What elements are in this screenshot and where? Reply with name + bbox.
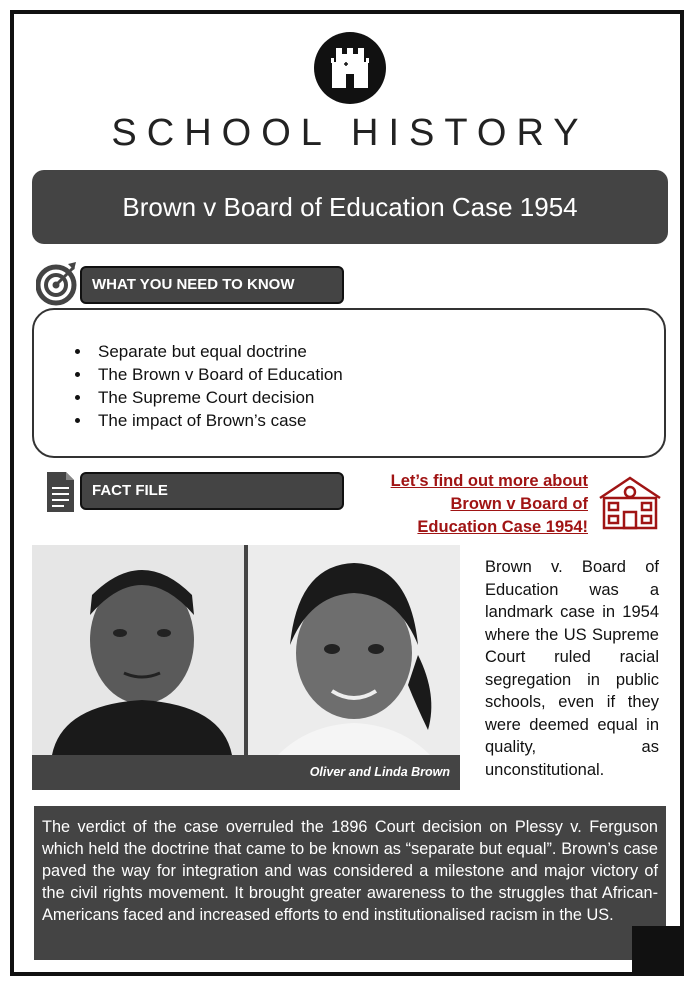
- target-icon: [36, 258, 80, 311]
- key-points-list: [34, 340, 664, 432]
- list-item: • The Brown v Board of Education: [92, 363, 664, 386]
- what-you-need-to-know-label: WHAT YOU NEED TO KNOW: [80, 266, 344, 304]
- find-out-more-link[interactable]: [360, 470, 588, 539]
- photo-oliver-brown: [32, 545, 244, 755]
- school-building-icon: [596, 474, 664, 537]
- find-out-more-line: Brown v Board of: [450, 495, 588, 513]
- find-out-more-line: Let’s find out more about: [390, 472, 588, 490]
- document-icon: [44, 470, 76, 519]
- intro-paragraph: Brown v. Board of Education was a landmark case in 1954 where the US Supreme Court ruled racial segregation in public schools, even if they were deemed equal in quality, as unconstitutional.: [485, 558, 659, 779]
- list-item: • Separate but equal doctrine: [92, 340, 664, 363]
- corner-tab: [632, 926, 682, 974]
- castle-logo-icon: [314, 32, 386, 104]
- fact-file-label: FACT FILE: [80, 472, 344, 510]
- brand-name: SCHOOL HISTORY: [111, 112, 589, 154]
- what-you-need-to-know-box: [32, 308, 666, 458]
- verdict-paragraph: The verdict of the case overruled the 1896 Court decision on Plessy v. Ferguson which held the doctrine that came to be known as “separate but equal”. Brown’s case paved the way for integration and was considered a milestone and major victory of the civil rights movement. It brought greater awareness to the struggles that African-Americans faced and increased efforts to end institutionalised racism in the US.: [34, 806, 666, 960]
- find-out-more-line: Education Case 1954!: [417, 518, 588, 536]
- page-title: Brown v Board of Education Case 1954: [32, 170, 668, 244]
- photo-linda-brown: [248, 545, 460, 755]
- photo-caption: Oliver and Linda Brown: [309, 765, 450, 779]
- photo-panel: [32, 545, 460, 790]
- list-item: • The Supreme Court decision: [92, 386, 664, 409]
- list-item: • The impact of Brown’s case: [92, 409, 664, 432]
